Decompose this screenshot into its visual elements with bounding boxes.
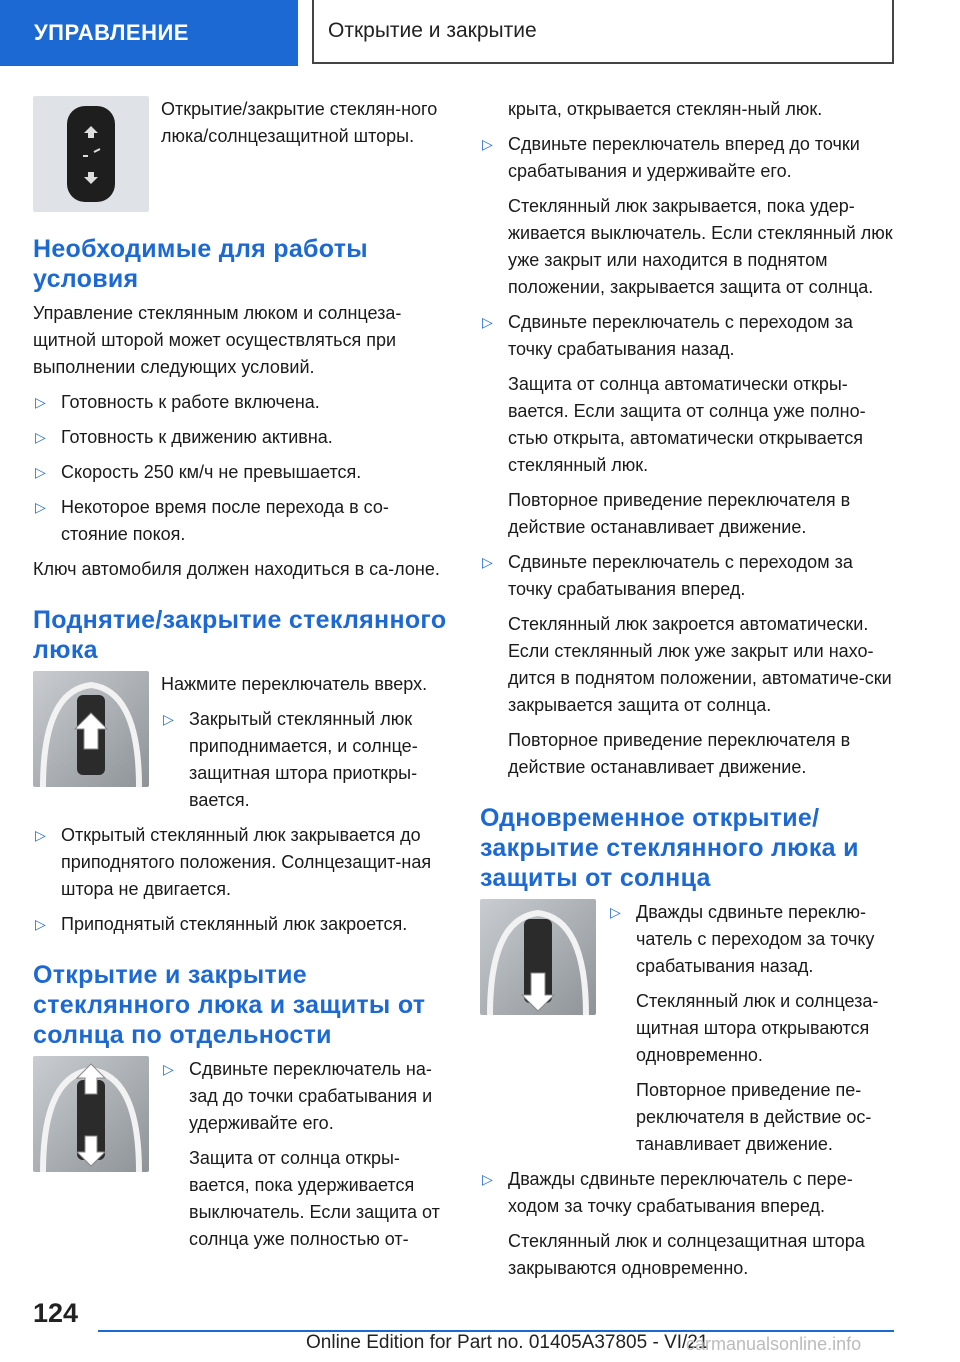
list-subtext: Повторное приведение переключателя в действие останавливает движение. bbox=[508, 730, 851, 777]
heading-conditions: Необходимые для работы условия bbox=[33, 235, 368, 293]
list-subtext: Стеклянный люк и солнцезащитная штора закрываются одновременно. bbox=[508, 1231, 865, 1278]
list-item: ▷ Приподнятый стеклянный люк закроется. bbox=[33, 911, 448, 938]
list-subtext: Стеклянный люк закрывается, пока удер-живается выключатель. Если стеклянный люк уже закрыт или находится в поднятом положении, закрывается защита от солнца. bbox=[508, 196, 893, 297]
bullet-icon: ▷ bbox=[35, 464, 46, 480]
switch-image bbox=[33, 96, 149, 212]
edition-text: Online Edition for Part no. 01405A37805 - VI/21 bbox=[306, 1332, 709, 1353]
switch-up-image bbox=[33, 671, 149, 787]
continued-text: крыта, открывается стеклян-ный люк. bbox=[508, 99, 823, 119]
chapter-header: Открытие и закрытие bbox=[312, 0, 894, 64]
bullet-icon: ▷ bbox=[35, 394, 46, 410]
page-number: 124 bbox=[33, 1298, 79, 1328]
heading-raise: Поднятие/закрытие стеклянного люка bbox=[33, 606, 447, 664]
intro-text: Открытие/закрытие стеклян-ного люка/солнцезащитной шторы. bbox=[161, 99, 438, 146]
bullet-icon: ▷ bbox=[610, 904, 621, 920]
conditions-text: Управление стеклянным люком и солнцеза-щитной шторой может осуществляться при выполнении следующих условий. bbox=[33, 303, 402, 377]
separate-figure bbox=[33, 1056, 448, 1261]
right-column bbox=[480, 96, 896, 1290]
list-item: ▷ Сдвиньте переключатель вперед до точки срабатывания и удерживайте его. bbox=[480, 131, 896, 185]
bullet-icon: ▷ bbox=[163, 711, 174, 727]
bullet-icon: ▷ bbox=[35, 827, 46, 843]
left-column bbox=[33, 96, 448, 1261]
bullet-icon: ▷ bbox=[482, 314, 493, 330]
simul-figure bbox=[480, 899, 896, 1166]
bullet-icon: ▷ bbox=[35, 499, 46, 515]
list-subtext: Стеклянный люк и солнцеза-щитная штора открываются одновременно. bbox=[636, 991, 879, 1065]
list-item: ▷ Некоторое время после перехода в со-стояние покоя. bbox=[33, 494, 448, 548]
list-item: ▷ Дважды сдвиньте переклю-чатель с переходом за точку срабатывания назад. bbox=[608, 899, 896, 980]
key-text: Ключ автомобиля должен находиться в са-лоне. bbox=[33, 559, 440, 579]
bullet-icon: ▷ bbox=[482, 1171, 493, 1187]
list-subtext: Стеклянный люк закроется автоматически. Если стеклянный люк уже закрыт или нахо-дится в поднятом положении, автоматиче-ски закрывается защита от солнца. bbox=[508, 614, 892, 715]
list-item: ▷ Дважды сдвиньте переключатель с пере-ходом за точку срабатывания вперед. bbox=[480, 1166, 896, 1220]
bullet-icon: ▷ bbox=[35, 429, 46, 445]
list-item: ▷ Закрытый стеклянный люк приподнимается, и солнце-защитная штора приоткры-вается. bbox=[161, 706, 448, 814]
list-item: ▷ Открытый стеклянный люк закрывается до приподнятого положения. Солнцезащит-ная штора не двигается. bbox=[33, 822, 448, 903]
section-header: УПРАВЛЕНИЕ bbox=[0, 0, 298, 66]
list-subtext: Повторное приведение пе-реключателя в действие ос-танавливает движение. bbox=[636, 1080, 872, 1154]
intro-figure bbox=[33, 96, 448, 212]
raise-figure bbox=[33, 671, 448, 822]
bullet-icon: ▷ bbox=[482, 554, 493, 570]
list-item: ▷ Сдвиньте переключатель на-зад до точки срабатывания и удерживайте его. bbox=[161, 1056, 448, 1137]
heading-separate: Открытие и закрытие стеклянного люка и защиты от солнца по отдельности bbox=[33, 961, 426, 1049]
list-item: ▷ Готовность к работе включена. bbox=[33, 389, 448, 416]
list-subtext: Повторное приведение переключателя в действие останавливает движение. bbox=[508, 490, 851, 537]
list-item: ▷ Сдвиньте переключатель с переходом за точку срабатывания вперед. bbox=[480, 549, 896, 603]
list-item: ▷ Скорость 250 км/ч не превышается. bbox=[33, 459, 448, 486]
bullet-icon: ▷ bbox=[163, 1061, 174, 1077]
switch-back-image bbox=[33, 1056, 149, 1172]
list-subtext: Защита от солнца откры-вается, пока удерживается выключатель. Если защита от солнца уже полностью от- bbox=[189, 1148, 440, 1249]
list-item: ▷ Готовность к движению активна. bbox=[33, 424, 448, 451]
bullet-icon: ▷ bbox=[35, 916, 46, 932]
watermark: carmanualsonline.info bbox=[686, 1334, 862, 1354]
raise-text: Нажмите переключатель вверх. bbox=[161, 674, 428, 694]
bullet-icon: ▷ bbox=[482, 136, 493, 152]
list-item: ▷ Сдвиньте переключатель с переходом за точку срабатывания назад. bbox=[480, 309, 896, 363]
heading-simultaneous: Одновременное открытие/закрытие стеклянного люка и защиты от солнца bbox=[480, 804, 859, 892]
list-subtext: Защита от солнца автоматически откры-вается. Если защита от солнца уже полно-стью открыта, автоматически открывается стеклянный люк. bbox=[508, 374, 866, 475]
switch-double-image bbox=[480, 899, 596, 1015]
